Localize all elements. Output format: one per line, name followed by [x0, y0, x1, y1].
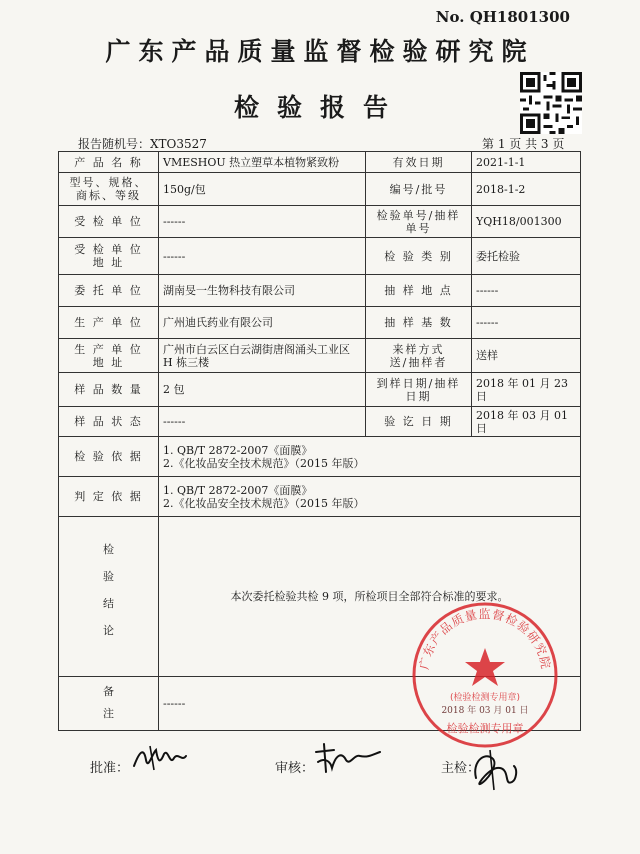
table-row	[59, 307, 581, 339]
seal-center-text: (检验检测专用章)	[449, 693, 521, 703]
main-tester-signature-icon	[466, 748, 520, 792]
label-inspection-basis: 检 验 依 据	[59, 437, 159, 477]
seal-date: 2018 年 03 月 01 日	[441, 706, 529, 716]
label-line: 日期	[405, 389, 432, 403]
value-sampling-place: ------	[472, 275, 581, 307]
table-row	[59, 275, 581, 307]
label-sample-quantity: 样 品 数 量	[59, 373, 159, 407]
value-inspection-number: YQH18/001300	[472, 206, 581, 238]
seal-ring-text: 广东产品质量监督检验研究院	[417, 607, 553, 671]
table-row	[59, 407, 581, 437]
table-row	[59, 152, 581, 173]
report-title: 检验报告	[233, 93, 406, 122]
label-client: 委 托 单 位	[59, 275, 159, 307]
value-delivery-method: 送样	[472, 339, 581, 373]
conclusion-char: 结	[103, 596, 114, 610]
value-client: 湖南旻一生物科技有限公司	[159, 275, 366, 307]
label-sampling-place: 抽 样 地 点	[366, 275, 472, 307]
label-producer: 生 产 单 位	[59, 307, 159, 339]
label-line: 送/抽样者	[389, 355, 448, 369]
value-inspected-unit: ------	[159, 206, 366, 238]
table-row	[59, 477, 581, 517]
main-tester-label: 主检：	[441, 761, 481, 776]
remarks-char: 备	[103, 685, 114, 698]
label-line: 来样方式	[392, 342, 445, 356]
value-inspected-address: ------	[159, 238, 366, 275]
value-producer: 广州迪氏药业有限公司	[159, 307, 366, 339]
basis-line: 1. QB/T 2872-2007《面膜》	[163, 443, 313, 457]
label-line: 商标、等级	[76, 189, 141, 202]
conclusion-text: 本次委托检验共检 9 项，所检项目全部符合标准的要求。	[159, 517, 581, 677]
approver-signature-icon	[130, 740, 190, 774]
label-inspected-address	[59, 238, 159, 275]
official-seal	[410, 600, 560, 750]
value-batch: 2018-1-2	[472, 173, 581, 206]
qr-code-icon	[520, 72, 582, 134]
label-sample-state: 样 品 状 态	[59, 407, 159, 437]
label-sampling-base: 抽 样 基 数	[366, 307, 472, 339]
value-line: 广州市白云区白云湖街唐阁涌头工业区	[163, 342, 350, 356]
label-producer-address	[59, 339, 159, 373]
label-line: 地 址	[92, 256, 125, 269]
label-inspected-unit: 受 检 单 位	[59, 206, 159, 238]
basis-line: 1. QB/T 2872-2007《面膜》	[163, 483, 313, 497]
table-row	[59, 437, 581, 477]
value-producer-address	[159, 339, 366, 373]
label-inspection-type: 检 验 类 别	[366, 238, 472, 275]
label-delivery-method	[366, 339, 472, 373]
value-inspection-basis	[159, 437, 581, 477]
value-sample-quantity: 2 包	[159, 373, 366, 407]
table-row	[59, 206, 581, 238]
label-line: 到样日期/抽样	[376, 376, 461, 390]
label-product-name: 产 品 名 称	[59, 152, 159, 173]
label-line: 检验单号/抽样	[376, 208, 461, 222]
conclusion-char: 论	[103, 623, 114, 637]
value-sampling-base: ------	[472, 307, 581, 339]
document-number: No. QH1801300	[435, 8, 570, 26]
label-line: 受 检 单 位	[74, 243, 143, 256]
value-sample-state: ------	[159, 407, 366, 437]
label-expiry-date: 有效日期	[366, 152, 472, 173]
seal-bottom-text: 检验检测专用章	[446, 722, 524, 735]
label-conclusion	[59, 517, 159, 677]
value-remarks: ------	[159, 677, 581, 731]
page-info: 第 1 页 共 3 页	[482, 137, 565, 151]
basis-line: 2.《化妆品安全技术规范》（2015 年版）	[163, 456, 365, 470]
label-judgment-basis: 判 定 依 据	[59, 477, 159, 517]
conclusion-char: 检	[103, 542, 114, 556]
value-expiry-date: 2021-1-1	[472, 152, 581, 173]
label-remarks	[59, 677, 159, 731]
approve-label: 批准：	[90, 761, 130, 776]
institute-name: 广东产品质量监督检验研究院	[105, 37, 535, 66]
value-model: 150g/包	[159, 173, 366, 206]
value-arrival-date: 2018 年 01 月 23 日	[472, 373, 581, 407]
label-line: 地 址	[92, 355, 125, 369]
review-label: 审核：	[275, 761, 315, 776]
value-judgment-basis	[159, 477, 581, 517]
conclusion-char: 验	[103, 569, 114, 583]
table-row	[59, 238, 581, 275]
label-line: 型号、规格、	[69, 176, 148, 189]
basis-line: 2.《化妆品安全技术规范》（2015 年版）	[163, 496, 365, 510]
value-inspection-type: 委托检验	[472, 238, 581, 275]
label-batch: 编号/批号	[366, 173, 472, 206]
value-product-name: VMESHOU 热立塑草本植物紧致粉	[159, 152, 366, 173]
table-row	[59, 373, 581, 407]
value-test-date: 2018 年 03 月 01 日	[472, 407, 581, 437]
report-random-number: 报告随机号：XTO3527	[78, 137, 207, 151]
label-test-date: 验 讫 日 期	[366, 407, 472, 437]
label-arrival-date	[366, 373, 472, 407]
label-line: 生 产 单 位	[74, 342, 143, 356]
table-row	[59, 173, 581, 206]
value-line: H 栋三楼	[163, 355, 210, 369]
label-model	[59, 173, 159, 206]
label-inspection-number	[366, 206, 472, 238]
table-row	[59, 339, 581, 373]
label-line: 单号	[405, 221, 432, 235]
reviewer-signature-icon	[310, 740, 384, 776]
remarks-char: 注	[103, 707, 114, 720]
